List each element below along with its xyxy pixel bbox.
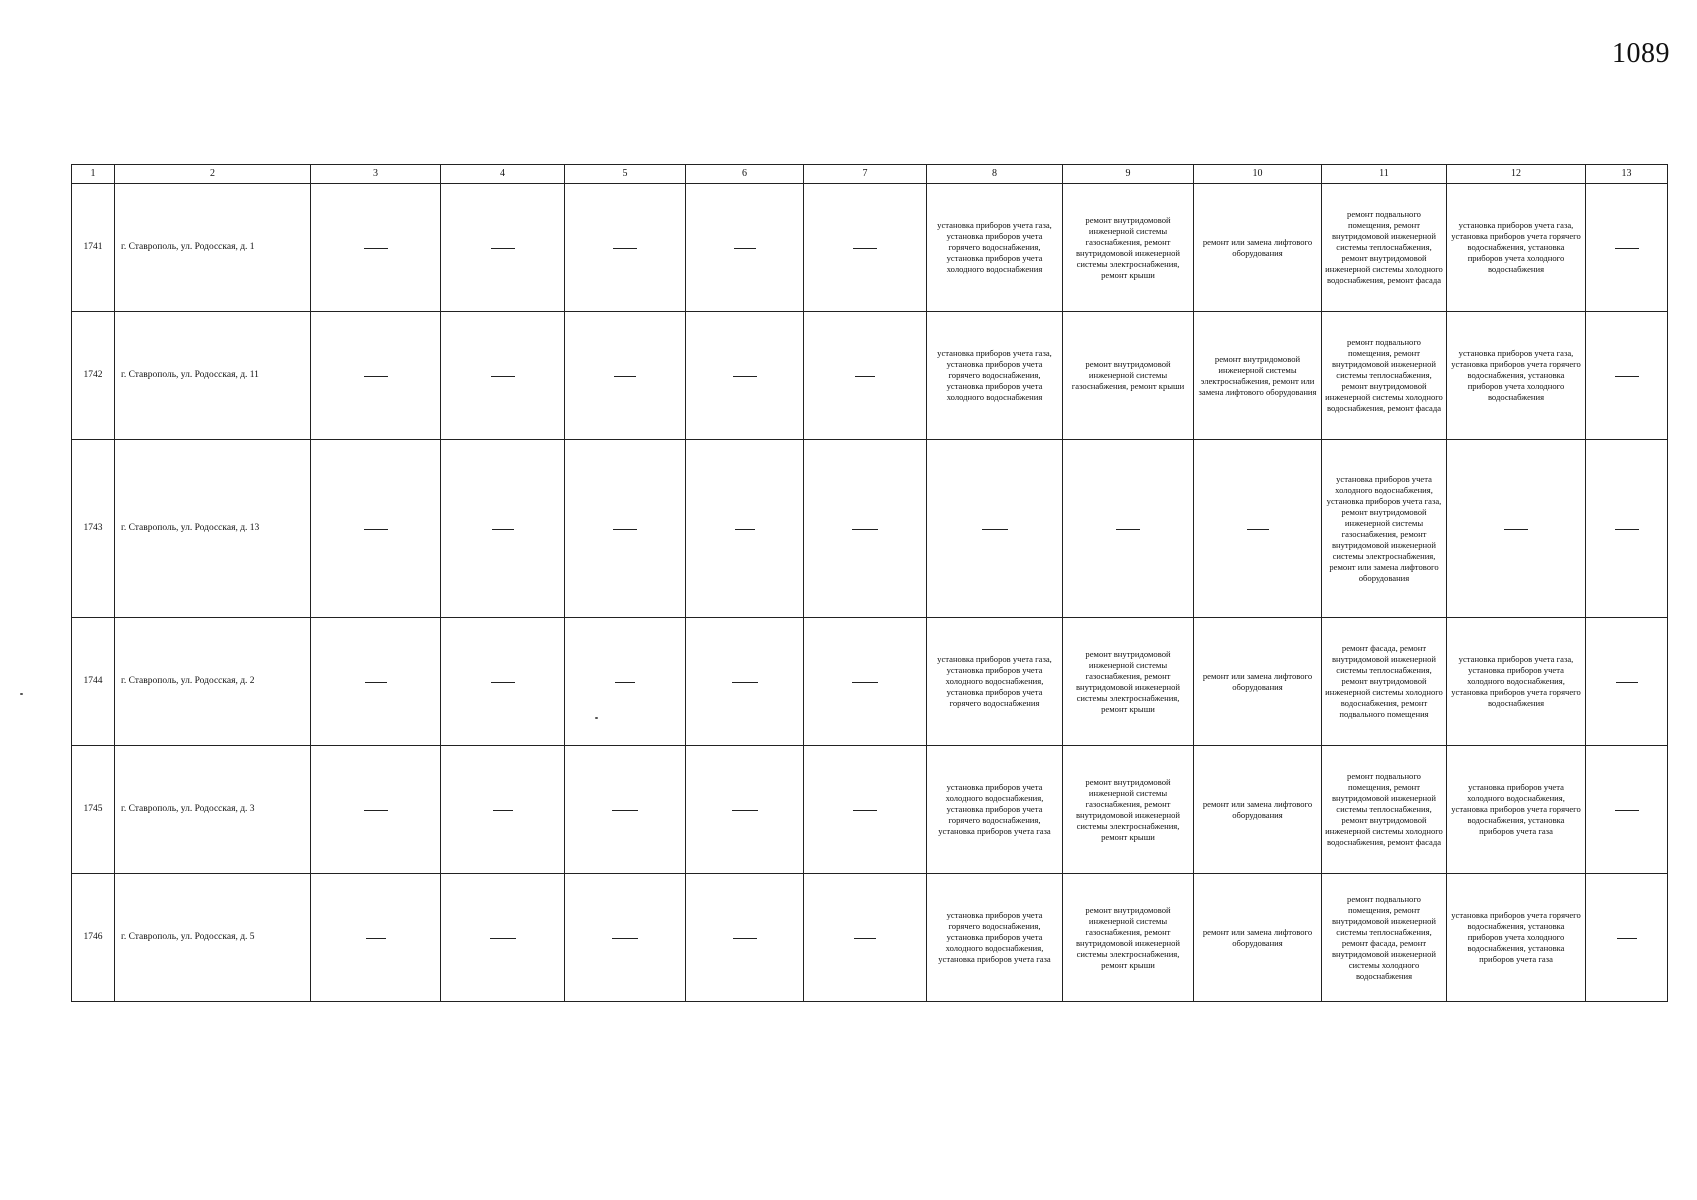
dash-line xyxy=(613,248,637,249)
works-cell-c9: ремонт внутридомовой инженерной системы газоснабжения, ремонт внутридомовой инженерной системы электроснабжения, ремонт крыши xyxy=(1063,618,1194,746)
works-cell-c11: установка приборов учета холодного водоснабжения, установка приборов учета газа, ремонт внутридомовой инженерной системы газоснабжения, ремонт внутридомовой инженерной системы электроснабжения, ремонт или замена лифтового оборудования xyxy=(1322,440,1447,618)
repair-schedule-table xyxy=(71,164,1668,1002)
row-number: 1745 xyxy=(72,746,115,874)
dash-line xyxy=(492,529,514,530)
works-cell-c10: ремонт или замена лифтового оборудования xyxy=(1194,618,1322,746)
column-number: 11 xyxy=(1322,165,1447,184)
works-cell-c11: ремонт фасада, ремонт внутридомовой инженерной системы теплоснабжения, ремонт внутридомовой инженерной системы холодного водоснабжения, ремонт подвального помещения xyxy=(1322,618,1447,746)
dash-line xyxy=(491,682,515,683)
table-row xyxy=(72,746,1668,874)
dash-line xyxy=(491,376,515,377)
dash-line xyxy=(852,529,878,530)
empty-cell-dash xyxy=(441,440,565,618)
empty-cell-dash xyxy=(804,618,927,746)
table-row xyxy=(72,440,1668,618)
dash-line xyxy=(854,938,876,939)
dash-line xyxy=(615,682,635,683)
column-number: 5 xyxy=(565,165,686,184)
table-row xyxy=(72,874,1668,1002)
empty-cell-dash xyxy=(804,184,927,312)
empty-cell-dash xyxy=(311,184,441,312)
empty-cell-dash xyxy=(565,440,686,618)
empty-cell-dash xyxy=(311,746,441,874)
dash-line xyxy=(366,938,386,939)
empty-cell-dash xyxy=(311,618,441,746)
column-number: 12 xyxy=(1447,165,1586,184)
page-number: 1089 xyxy=(1612,38,1670,69)
dash-line xyxy=(1615,810,1639,811)
dash-line xyxy=(1617,938,1637,939)
empty-cell-dash xyxy=(1586,440,1668,618)
empty-cell-dash xyxy=(311,440,441,618)
dash-line xyxy=(613,529,637,530)
dash-line xyxy=(490,938,516,939)
empty-cell-dash xyxy=(1447,440,1586,618)
works-cell-c11: ремонт подвального помещения, ремонт внутридомовой инженерной системы теплоснабжения, ремонт внутридомовой инженерной системы холодного водоснабжения, ремонт фасада xyxy=(1322,184,1447,312)
dash-line xyxy=(364,376,388,377)
dash-line xyxy=(733,938,757,939)
column-number: 8 xyxy=(927,165,1063,184)
column-number: 9 xyxy=(1063,165,1194,184)
column-number: 13 xyxy=(1586,165,1668,184)
empty-cell-dash xyxy=(565,618,686,746)
empty-cell-dash xyxy=(1586,184,1668,312)
empty-cell-dash xyxy=(804,312,927,440)
dash-line xyxy=(364,810,388,811)
address-cell: г. Ставрополь, ул. Родосская, д. 13 xyxy=(115,440,311,618)
works-cell-c9: ремонт внутридомовой инженерной системы газоснабжения, ремонт внутридомовой инженерной системы электроснабжения, ремонт крыши xyxy=(1063,746,1194,874)
empty-cell-dash xyxy=(441,184,565,312)
empty-cell-dash xyxy=(565,184,686,312)
dash-line xyxy=(853,248,877,249)
empty-cell-dash xyxy=(441,312,565,440)
empty-cell-dash xyxy=(804,874,927,1002)
works-cell-c9: ремонт внутридомовой инженерной системы газоснабжения, ремонт крыши xyxy=(1063,312,1194,440)
scan-speck xyxy=(20,693,23,695)
works-cell-c8: установка приборов учета холодного водоснабжения, установка приборов учета горячего водоснабжения, установка приборов учета газа xyxy=(927,746,1063,874)
works-cell-c9: ремонт внутридомовой инженерной системы газоснабжения, ремонт внутридомовой инженерной системы электроснабжения, ремонт крыши xyxy=(1063,874,1194,1002)
column-number: 6 xyxy=(686,165,804,184)
empty-cell-dash xyxy=(686,874,804,1002)
works-cell-c8: установка приборов учета газа, установка приборов учета горячего водоснабжения, установка приборов учета холодного водоснабжения xyxy=(927,312,1063,440)
dash-line xyxy=(853,810,877,811)
address-cell: г. Ставрополь, ул. Родосская, д. 5 xyxy=(115,874,311,1002)
empty-cell-dash xyxy=(686,618,804,746)
row-number: 1746 xyxy=(72,874,115,1002)
dash-line xyxy=(852,682,878,683)
works-cell-c8: установка приборов учета газа, установка приборов учета горячего водоснабжения, установка приборов учета холодного водоснабжения xyxy=(927,184,1063,312)
empty-cell-dash xyxy=(565,874,686,1002)
column-number: 3 xyxy=(311,165,441,184)
dash-line xyxy=(1615,529,1639,530)
empty-cell-dash xyxy=(565,312,686,440)
works-cell-c8: установка приборов учета горячего водоснабжения, установка приборов учета холодного водоснабжения, установка приборов учета газа xyxy=(927,874,1063,1002)
address-cell: г. Ставрополь, ул. Родосская, д. 11 xyxy=(115,312,311,440)
address-cell: г. Ставрополь, ул. Родосская, д. 2 xyxy=(115,618,311,746)
column-number: 1 xyxy=(72,165,115,184)
dash-line xyxy=(612,810,638,811)
empty-cell-dash xyxy=(804,746,927,874)
address-cell: г. Ставрополь, ул. Родосская, д. 3 xyxy=(115,746,311,874)
empty-cell-dash xyxy=(1586,746,1668,874)
empty-cell-dash xyxy=(1194,440,1322,618)
dash-line xyxy=(1116,529,1140,530)
works-cell-c10: ремонт внутридомовой инженерной системы электроснабжения, ремонт или замена лифтового оборудования xyxy=(1194,312,1322,440)
column-number-row xyxy=(72,165,1668,184)
dash-line xyxy=(732,810,758,811)
empty-cell-dash xyxy=(311,312,441,440)
dash-line xyxy=(1616,682,1638,683)
empty-cell-dash xyxy=(441,746,565,874)
dash-line xyxy=(735,529,755,530)
column-number: 2 xyxy=(115,165,311,184)
works-cell-c10: ремонт или замена лифтового оборудования xyxy=(1194,184,1322,312)
table-row xyxy=(72,618,1668,746)
empty-cell-dash xyxy=(1586,312,1668,440)
dash-line xyxy=(365,682,387,683)
dash-line xyxy=(364,248,388,249)
works-cell-c11: ремонт подвального помещения, ремонт внутридомовой инженерной системы теплоснабжения, ремонт внутридомовой инженерной системы холодного водоснабжения, ремонт фасада xyxy=(1322,312,1447,440)
dash-line xyxy=(1615,376,1639,377)
works-cell-c12: установка приборов учета газа, установка приборов учета холодного водоснабжения, установка приборов учета горячего водоснабжения xyxy=(1447,618,1586,746)
column-number: 4 xyxy=(441,165,565,184)
dash-line xyxy=(732,682,758,683)
table-row xyxy=(72,184,1668,312)
row-number: 1744 xyxy=(72,618,115,746)
dash-line xyxy=(364,529,388,530)
works-cell-c11: ремонт подвального помещения, ремонт внутридомовой инженерной системы теплоснабжения, ремонт фасада, ремонт внутридомовой инженерной системы холодного водоснабжения xyxy=(1322,874,1447,1002)
dash-line xyxy=(1504,529,1528,530)
works-cell-c12: установка приборов учета горячего водоснабжения, установка приборов учета холодного водоснабжения, установка приборов учета газа xyxy=(1447,874,1586,1002)
works-cell-c11: ремонт подвального помещения, ремонт внутридомовой инженерной системы теплоснабжения, ремонт внутридомовой инженерной системы холодного водоснабжения, ремонт фасада xyxy=(1322,746,1447,874)
column-number: 10 xyxy=(1194,165,1322,184)
dash-line xyxy=(491,248,515,249)
dash-line xyxy=(734,248,756,249)
dash-line xyxy=(612,938,638,939)
dash-line xyxy=(855,376,875,377)
empty-cell-dash xyxy=(1063,440,1194,618)
row-number: 1743 xyxy=(72,440,115,618)
row-number: 1741 xyxy=(72,184,115,312)
empty-cell-dash xyxy=(441,618,565,746)
empty-cell-dash xyxy=(686,440,804,618)
works-cell-c9: ремонт внутридомовой инженерной системы газоснабжения, ремонт внутридомовой инженерной системы электроснабжения, ремонт крыши xyxy=(1063,184,1194,312)
empty-cell-dash xyxy=(311,874,441,1002)
dash-line xyxy=(614,376,636,377)
works-cell-c8: установка приборов учета газа, установка приборов учета холодного водоснабжения, установка приборов учета горячего водоснабжения xyxy=(927,618,1063,746)
dash-line xyxy=(1247,529,1269,530)
empty-cell-dash xyxy=(565,746,686,874)
works-cell-c10: ремонт или замена лифтового оборудования xyxy=(1194,746,1322,874)
empty-cell-dash xyxy=(441,874,565,1002)
row-number: 1742 xyxy=(72,312,115,440)
works-cell-c12: установка приборов учета газа, установка приборов учета горячего водоснабжения, установка приборов учета холодного водоснабжения xyxy=(1447,312,1586,440)
empty-cell-dash xyxy=(927,440,1063,618)
works-cell-c10: ремонт или замена лифтового оборудования xyxy=(1194,874,1322,1002)
table-body xyxy=(72,165,1668,1002)
dash-line xyxy=(733,376,757,377)
dash-line xyxy=(1615,248,1639,249)
empty-cell-dash xyxy=(686,184,804,312)
works-cell-c12: установка приборов учета газа, установка приборов учета горячего водоснабжения, установка приборов учета холодного водоснабжения xyxy=(1447,184,1586,312)
empty-cell-dash xyxy=(1586,874,1668,1002)
empty-cell-dash xyxy=(686,312,804,440)
works-cell-c12: установка приборов учета холодного водоснабжения, установка приборов учета горячего водоснабжения, установка приборов учета газа xyxy=(1447,746,1586,874)
empty-cell-dash xyxy=(1586,618,1668,746)
dash-line xyxy=(982,529,1008,530)
table-row xyxy=(72,312,1668,440)
address-cell: г. Ставрополь, ул. Родосская, д. 1 xyxy=(115,184,311,312)
column-number: 7 xyxy=(804,165,927,184)
dash-line xyxy=(493,810,513,811)
empty-cell-dash xyxy=(804,440,927,618)
empty-cell-dash xyxy=(686,746,804,874)
